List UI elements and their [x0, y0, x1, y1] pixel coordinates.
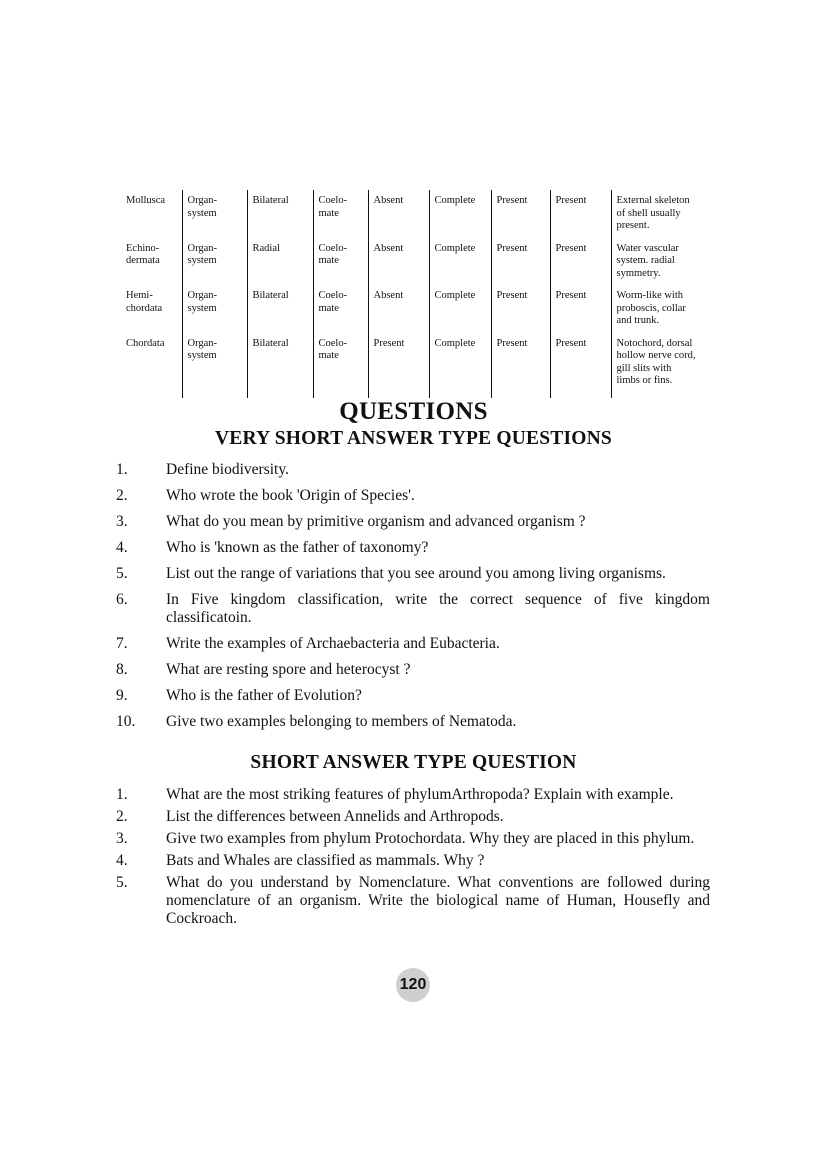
- question-number: 3.: [116, 513, 128, 530]
- table-row: [120, 333, 710, 398]
- question-text: What do you mean by primitive organism and advanced organism ?: [166, 513, 586, 530]
- table-cell: Coelo- mate: [313, 190, 368, 238]
- table-cell: Present: [491, 333, 550, 398]
- table-cell: Complete: [429, 190, 491, 238]
- table-cell: Bilateral: [247, 285, 313, 333]
- table-cell: Coelo- mate: [313, 238, 368, 286]
- table-cell: Notochord, dorsal hollow nerve cord, gill slits with limbs or fins.: [611, 333, 710, 398]
- question-number: 2.: [116, 487, 128, 504]
- table-cell: Hemi- chordata: [126, 290, 163, 314]
- question-item: [116, 786, 710, 804]
- question-item: [116, 591, 710, 627]
- classification-table-section: [120, 190, 710, 390]
- table-cell: Chordata: [126, 337, 165, 349]
- question-text: Bats and Whales are classified as mammals. Why ?: [166, 852, 485, 869]
- table-cell: Radial: [247, 238, 313, 286]
- very-short-question-list: [116, 461, 710, 739]
- question-item: [116, 513, 710, 531]
- table-cell: Present: [550, 238, 611, 286]
- question-number: 2.: [116, 808, 128, 825]
- table-cell: Organ- system: [182, 190, 247, 238]
- question-number: 5.: [116, 874, 128, 891]
- table-cell: Present: [491, 238, 550, 286]
- question-item: [116, 635, 710, 653]
- question-item: [116, 661, 710, 679]
- table-cell: Worm-like with proboscis, collar and trunk.: [611, 285, 710, 333]
- short-answer-heading: SHORT ANSWER TYPE QUESTION: [250, 752, 577, 773]
- table-cell: Complete: [429, 333, 491, 398]
- table-cell: Absent: [368, 238, 429, 286]
- table-cell: Coelo- mate: [313, 285, 368, 333]
- question-text: List out the range of variations that you see around you among living organisms.: [166, 565, 666, 582]
- table-cell: Coelo- mate: [313, 333, 368, 398]
- question-number: 4.: [116, 539, 128, 556]
- question-text: What are resting spore and heterocyst ?: [166, 661, 411, 678]
- question-text: List the differences between Annelids and Arthropods.: [166, 808, 504, 825]
- table-row: [120, 285, 710, 333]
- question-text: Give two examples from phylum Protochordata. Why they are placed in this phylum.: [166, 830, 695, 847]
- table-cell: Water vascular system. radial symmetry.: [611, 238, 710, 286]
- question-number: 3.: [116, 830, 128, 847]
- question-text: Define biodiversity.: [166, 461, 289, 478]
- question-number: 10.: [116, 713, 136, 730]
- question-item: [116, 461, 710, 479]
- table-cell: Absent: [368, 190, 429, 238]
- question-item: [116, 713, 710, 731]
- table-cell: Present: [550, 190, 611, 238]
- question-item: [116, 487, 710, 505]
- question-text: Who wrote the book 'Origin of Species'.: [166, 487, 415, 504]
- table-cell: Present: [550, 333, 611, 398]
- question-number: 4.: [116, 852, 128, 869]
- question-text: What do you understand by Nomenclature. What conventions are followed during nomenclature of an organism. Write the biological name of Human, Housefly and Cockroach.: [166, 874, 710, 927]
- very-short-heading: VERY SHORT ANSWER TYPE QUESTIONS: [215, 428, 612, 449]
- question-item: [116, 808, 710, 826]
- table-cell: Complete: [429, 285, 491, 333]
- question-text: What are the most striking features of phylumArthropoda? Explain with example.: [166, 786, 674, 803]
- table-cell: Organ- system: [182, 285, 247, 333]
- question-number: 1.: [116, 786, 128, 803]
- table-cell: Organ- system: [182, 238, 247, 286]
- question-text: Give two examples belonging to members of Nematoda.: [166, 713, 517, 730]
- question-text: Who is the father of Evolution?: [166, 687, 362, 704]
- table-cell: Present: [491, 285, 550, 333]
- table-cell: Absent: [368, 285, 429, 333]
- question-item: [116, 874, 710, 928]
- table-cell: Bilateral: [247, 190, 313, 238]
- questions-heading: QUESTIONS: [339, 398, 488, 425]
- question-number: 9.: [116, 687, 128, 704]
- table-cell: External skeleton of shell usually present.: [611, 190, 710, 238]
- table-cell: Present: [491, 190, 550, 238]
- table-cell: Mollusca: [126, 195, 166, 206]
- question-number: 6.: [116, 591, 128, 608]
- question-item: [116, 852, 710, 870]
- question-item: [116, 830, 710, 848]
- table-cell: Echino- dermata: [126, 242, 160, 266]
- page-number: 120: [396, 968, 430, 1002]
- question-text: Who is 'known as the father of taxonomy?: [166, 539, 429, 556]
- question-number: 5.: [116, 565, 128, 582]
- question-number: 1.: [116, 461, 128, 478]
- question-item: [116, 687, 710, 705]
- table-row: [120, 190, 710, 238]
- short-answer-question-list: [116, 786, 710, 932]
- question-text: In Five kingdom classification, write the correct sequence of five kingdom classificatoin.: [166, 591, 710, 626]
- question-text: Write the examples of Archaebacteria and Eubacteria.: [166, 635, 500, 652]
- question-number: 8.: [116, 661, 128, 678]
- question-item: [116, 539, 710, 557]
- table-cell: Complete: [429, 238, 491, 286]
- table-cell: Present: [368, 333, 429, 398]
- table-cell: Present: [550, 285, 611, 333]
- table-cell: Organ- system: [182, 333, 247, 398]
- classification-table: [120, 190, 710, 398]
- table-cell: Bilateral: [247, 333, 313, 398]
- table-row: [120, 238, 710, 286]
- question-item: [116, 565, 710, 583]
- question-number: 7.: [116, 635, 128, 652]
